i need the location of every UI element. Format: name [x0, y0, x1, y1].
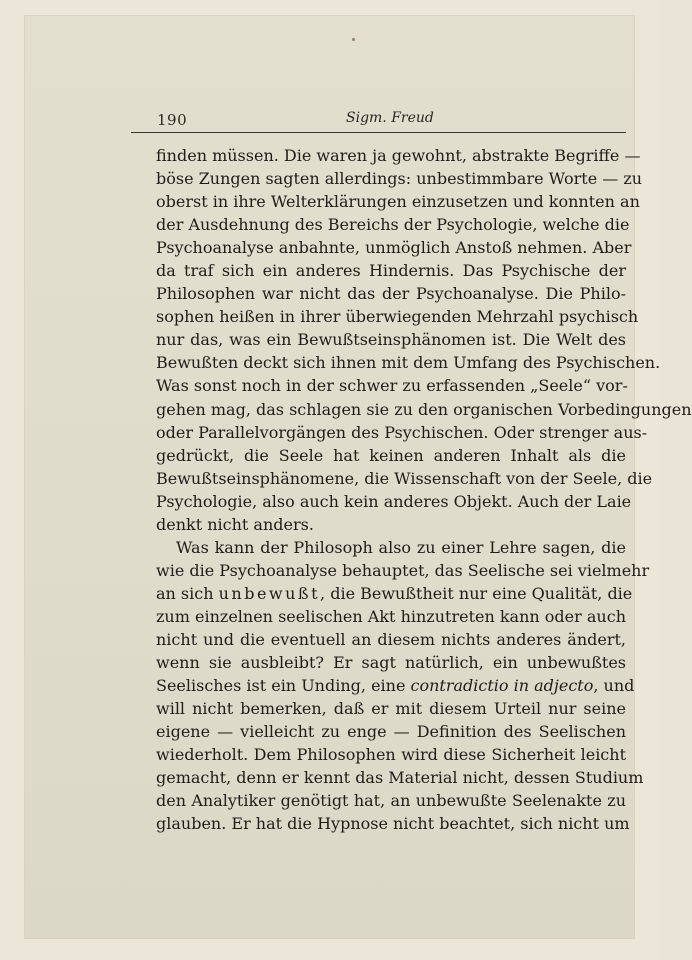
- running-head-author: Sigm. Freud: [346, 110, 434, 126]
- text-line: gehen mag, das schlagen sie zu den organischen Vorbedingungen: [156, 399, 692, 419]
- spaced-emphasis: unbewußt: [218, 583, 321, 603]
- text-line: oberst in ihre Welterklärungen einzusetzen und konnten an: [156, 192, 640, 212]
- body-text: [156, 144, 692, 835]
- text-line: nur das, was ein Bewußtseinsphänomen ist. Die Welt des: [156, 330, 626, 350]
- text-line: böse Zungen sagten allerdings: unbestimmbare Worte — zu: [156, 169, 643, 189]
- text-line: gemacht, denn er kennt das Material nicht, dessen Studium: [156, 768, 644, 788]
- line-start: Seelisches ist ein Unding, eine: [156, 676, 411, 696]
- text-line: eigene — vielleicht zu enge — Definition des Seelischen: [156, 722, 626, 742]
- text-line: finden müssen. Die waren ja gewohnt, abstrakte Begriffe —: [156, 146, 641, 165]
- text-line: oder Parallelvorgängen des Psychischen. Oder strenger aus-: [156, 422, 648, 442]
- text-line: zum einzelnen seelischen Akt hinzutreten kann oder auch: [156, 606, 626, 626]
- text-line: gedrückt, die Seele hat keinen anderen Inhalt als die: [156, 445, 626, 465]
- line-start: an sich: [156, 583, 219, 603]
- book-page: [25, 16, 692, 938]
- line-end: , und: [593, 676, 635, 696]
- italic-phrase: contradictio in adjecto: [410, 676, 594, 696]
- text-line: Psychologie, also auch kein anderes Objekt. Auch der Laie: [156, 491, 632, 511]
- text-line: da traf sich ein anderes Hindernis. Das Psychische der: [156, 261, 626, 281]
- text-line: Psychoanalyse anbahnte, unmöglich Anstoß nehmen. Aber: [156, 238, 632, 258]
- text-line: nicht und die eventuell an diesem nichts anderes ändert,: [156, 629, 626, 649]
- text-line: Philosophen war nicht das der Psychoanalyse. Die Philo-: [156, 284, 626, 304]
- text-line-with-spaced-word: [156, 582, 633, 605]
- text-line: sophen heißen in ihrer überwiegenden Mehrzahl psychisch: [156, 307, 639, 327]
- text-line: der Ausdehnung des Bereichs der Psychologie, welche die: [156, 215, 630, 235]
- text-line: Was kann der Philosoph also zu einer Lehre sagen, die: [176, 537, 626, 557]
- text-line-with-italic: [156, 674, 635, 697]
- text-line: wiederholt. Dem Philosophen wird diese Sicherheit leicht: [156, 745, 626, 765]
- text-line: den Analytiker genötigt hat, an unbewußte Seelenakte zu: [156, 791, 626, 811]
- page-number: 190: [157, 111, 188, 129]
- running-head: [131, 106, 626, 133]
- text-line: Was sonst noch in der schwer zu erfassenden „Seele“ vor-: [156, 376, 628, 396]
- text-line: Bewußtseinsphänomene, die Wissenschaft von der Seele, die: [156, 468, 653, 488]
- text-line: wenn sie ausbleibt? Er sagt natürlich, ein unbewußtes: [156, 653, 626, 673]
- line-end: , die Bewußtheit nur eine Qualität, die: [320, 583, 633, 603]
- text-line: will nicht bemerken, daß er mit diesem Urteil nur seine: [156, 699, 626, 719]
- text-line: glauben. Er hat die Hypnose nicht beachtet, sich nicht um: [156, 814, 630, 834]
- ink-speck: [352, 38, 355, 41]
- text-line: Bewußten deckt sich ihnen mit dem Umfang des Psychischen.: [156, 353, 661, 373]
- text-line: denkt nicht anders.: [156, 514, 314, 534]
- text-line: wie die Psychoanalyse behauptet, das Seelische sei vielmehr: [156, 560, 650, 580]
